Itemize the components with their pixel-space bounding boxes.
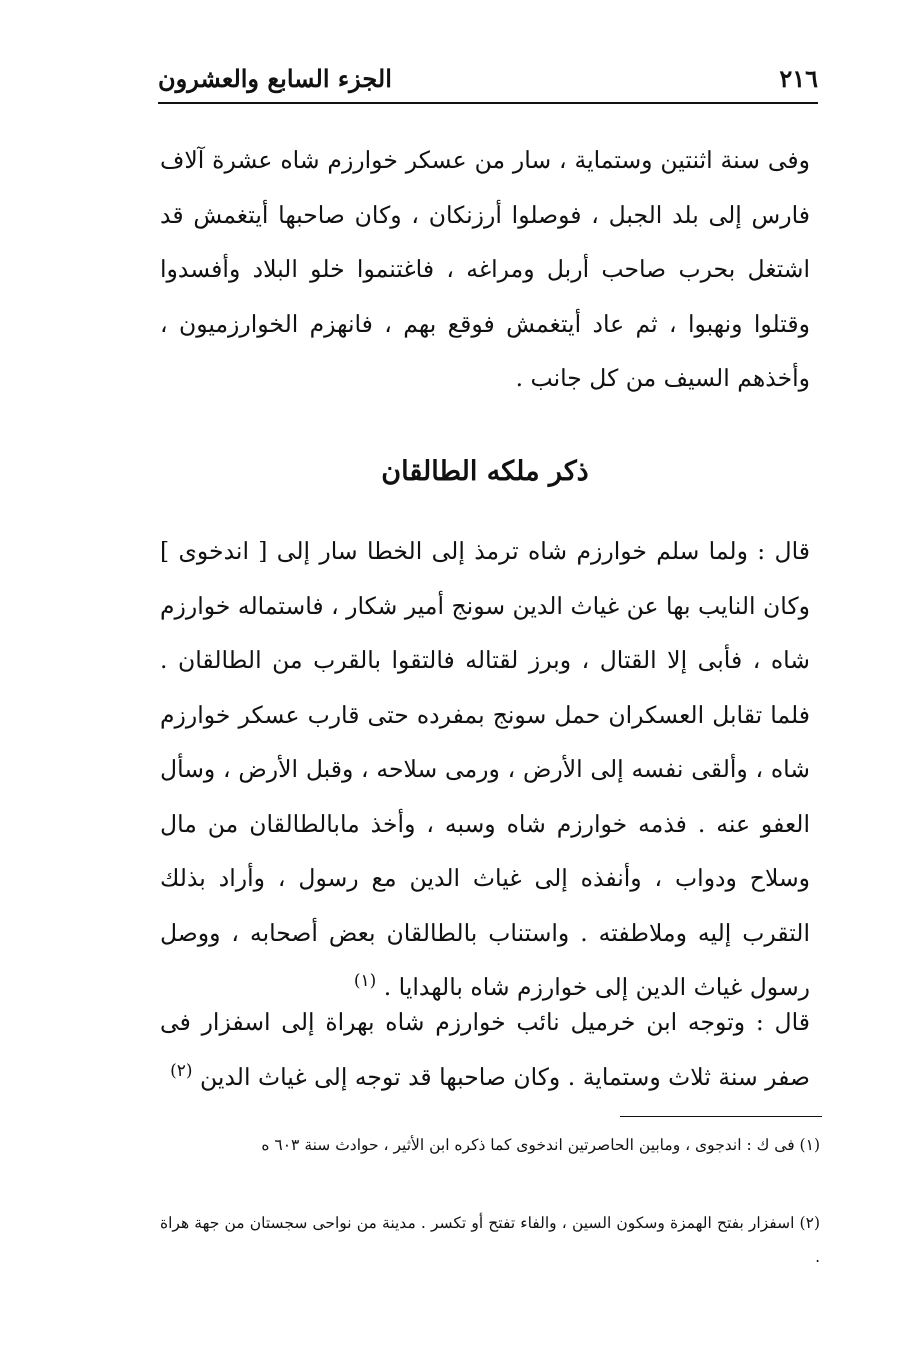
header-divider <box>158 102 818 104</box>
paragraph-2 <box>160 524 810 1015</box>
section-heading: ذكر ملكه الطالقان <box>381 456 589 487</box>
footnote-2: (٢) اسفزار بفتح الهمزة وسكون السين ، والفاء تفتح أو تكسر . مدينة من نواحى سجستان من جهة هراة . <box>160 1214 820 1266</box>
paragraph-2-text: قال : ولما سلم خوارزم شاه ترمذ إلى الخطا سار إلى [ اندخوى ] وكان النايب بها عن غياث الدين سونج أمير شكار ، فاستماله خوارزم شاه ، فأبى إلا القتال ، وبرز لقتاله فالتقوا بالقرب من الطالقان . فلما تقابل العسكران حمل سونج بمفرده حتى قارب عسكر خوارزم شاه ، وألقى نفسه إلى الأرض ، ورمى سلاحه ، وقبل الأرض ، وسأل العفو عنه . فذمه خوارزم شاه وسبه ، وأخذ مابالطالقان من مال وسلاح ودواب ، وأنفذه إلى غياث الدين مع رسول ، وأراد بذلك التقرب إليه وملاطفته . واستناب بالطالقان بعض أصحابه ، ووصل رسول غياث الدين إلى خوارزم شاه بالهدايا . <box>160 537 810 1001</box>
footnote-marker-2: (٢) <box>170 1060 193 1081</box>
paragraph-3 <box>160 995 810 1104</box>
footnote-marker-1: (١) <box>353 971 377 992</box>
page-header <box>158 58 818 98</box>
footnote-1: (١) فى ك : اندجوى ، ومابين الحاصرتين اندخوى كما ذكره ابن الأثير ، حوادث سنة ٦٠٣ ه <box>261 1136 820 1154</box>
paragraph-1: وفى سنة اثنتين وستماية ، سار من عسكر خوارزم شاه عشرة آلاف فارس إلى بلد الجبل ، فوصلوا أرزنكان ، وكان صاحبها أيتغمش قد اشتغل بحرب صاحب أربل ومراغه ، فاغتنموا خلو البلاد وأفسدوا وقتلوا ونهبوا ، ثم عاد أيتغمش فوقع بهم ، فانهزم الخوارزميون ، وأخذهم السيف من كل جانب . <box>160 146 810 392</box>
running-title: الجزء السابع والعشرون <box>158 63 392 93</box>
footnote-divider <box>620 1116 822 1117</box>
paragraph-3-text: قال : وتوجه ابن خرميل نائب خوارزم شاه بهراة إلى اسفزار فى صفر سنة ثلاث وستماية . وكان صاحبها قد توجه إلى غياث الدين <box>160 1008 810 1091</box>
page-number: ٢١٦ <box>779 63 818 93</box>
